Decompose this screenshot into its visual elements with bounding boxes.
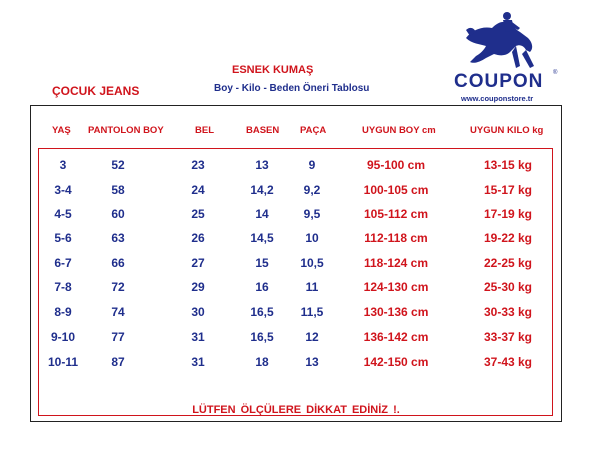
column-header-waist: BEL (195, 125, 214, 136)
footer-note: LÜTFEN ÖLÇÜLERE DİKKAT EDİNİZ !. (192, 404, 400, 416)
cell-waist: 29 (191, 280, 205, 294)
column-header-age: YAŞ (52, 125, 71, 136)
cell-hem: 10 (305, 231, 319, 245)
cell-weight: 15-17 kg (483, 183, 533, 197)
cell-waist: 25 (191, 207, 205, 221)
cell-hem: 13 (305, 355, 319, 369)
cell-pants-length: 72 (111, 280, 125, 294)
cell-hip: 14,2 (250, 183, 274, 197)
cell-hem: 9,5 (303, 207, 321, 221)
cell-height: 142-150 cm (363, 355, 429, 369)
cell-hip: 16,5 (250, 330, 274, 344)
cell-waist: 24 (191, 183, 205, 197)
cell-age: 8-9 (54, 305, 72, 319)
cell-height: 95-100 cm (366, 158, 426, 172)
cell-height: 118-124 cm (363, 256, 429, 270)
cell-age: 5-6 (54, 231, 72, 245)
cell-weight: 17-19 kg (483, 207, 533, 221)
cell-pants-length: 52 (111, 158, 125, 172)
cell-weight: 25-30 kg (483, 280, 533, 294)
cell-waist: 27 (191, 256, 205, 270)
page-subtitle: Boy - Kilo - Beden Öneri Tablosu (214, 83, 370, 94)
cell-hem: 9 (308, 158, 316, 172)
cell-age: 9-10 (50, 330, 76, 344)
cell-waist: 26 (191, 231, 205, 245)
cell-hip: 14 (255, 207, 269, 221)
cell-height: 124-130 cm (363, 280, 429, 294)
cell-pants-length: 66 (111, 256, 125, 270)
cell-age: 7-8 (54, 280, 72, 294)
cell-pants-length: 58 (111, 183, 125, 197)
cell-hem: 11 (305, 280, 319, 294)
column-header-weight: UYGUN KILO kg (470, 125, 544, 136)
cell-hip: 18 (255, 355, 269, 369)
cell-age: 10-11 (47, 355, 79, 369)
cell-hip: 15 (255, 256, 269, 270)
cell-hem: 11,5 (300, 305, 324, 319)
cell-height: 105-112 cm (363, 207, 429, 221)
cell-weight: 13-15 kg (483, 158, 533, 172)
cell-height: 136-142 cm (363, 330, 429, 344)
page-title: ESNEK KUMAŞ (232, 64, 314, 76)
column-header-hip: BASEN (246, 125, 280, 136)
cell-hem: 10,5 (300, 256, 324, 270)
cell-pants-length: 87 (111, 355, 125, 369)
cell-hem: 12 (305, 330, 319, 344)
cell-age: 6-7 (54, 256, 72, 270)
cell-age: 3-4 (54, 183, 72, 197)
column-header-hem: PAÇA (300, 125, 327, 136)
cell-weight: 30-33 kg (483, 305, 533, 319)
cell-waist: 31 (191, 355, 205, 369)
column-header-height: UYGUN BOY cm (362, 125, 436, 136)
cell-pants-length: 77 (111, 330, 125, 344)
cell-hip: 13 (255, 158, 269, 172)
cell-pants-length: 60 (111, 207, 125, 221)
cell-waist: 23 (191, 158, 205, 172)
cell-hem: 9,2 (303, 183, 321, 197)
cell-hip: 16,5 (250, 305, 274, 319)
cell-hip: 14,5 (250, 231, 274, 245)
category-label: ÇOCUK JEANS (52, 84, 140, 98)
brand-name: COUPON (454, 71, 544, 92)
cell-weight: 33-37 kg (483, 330, 533, 344)
cell-weight: 19-22 kg (483, 231, 533, 245)
registered-mark: ® (553, 70, 558, 76)
column-header-pants-length: PANTOLON BOY (88, 125, 164, 136)
cell-pants-length: 74 (111, 305, 125, 319)
cell-age: 3 (59, 158, 67, 172)
cell-pants-length: 63 (111, 231, 125, 245)
cell-waist: 30 (191, 305, 205, 319)
cell-hip: 16 (255, 280, 269, 294)
cell-height: 112-118 cm (364, 231, 428, 245)
cell-age: 4-5 (54, 207, 72, 221)
brand-url[interactable]: www.couponstore.tr (461, 94, 534, 103)
cell-weight: 37-43 kg (483, 355, 533, 369)
cell-waist: 31 (191, 330, 205, 344)
horse-jumping-rider-icon (460, 8, 544, 72)
cell-height: 130-136 cm (363, 305, 429, 319)
cell-height: 100-105 cm (363, 183, 429, 197)
cell-weight: 22-25 kg (483, 256, 533, 270)
